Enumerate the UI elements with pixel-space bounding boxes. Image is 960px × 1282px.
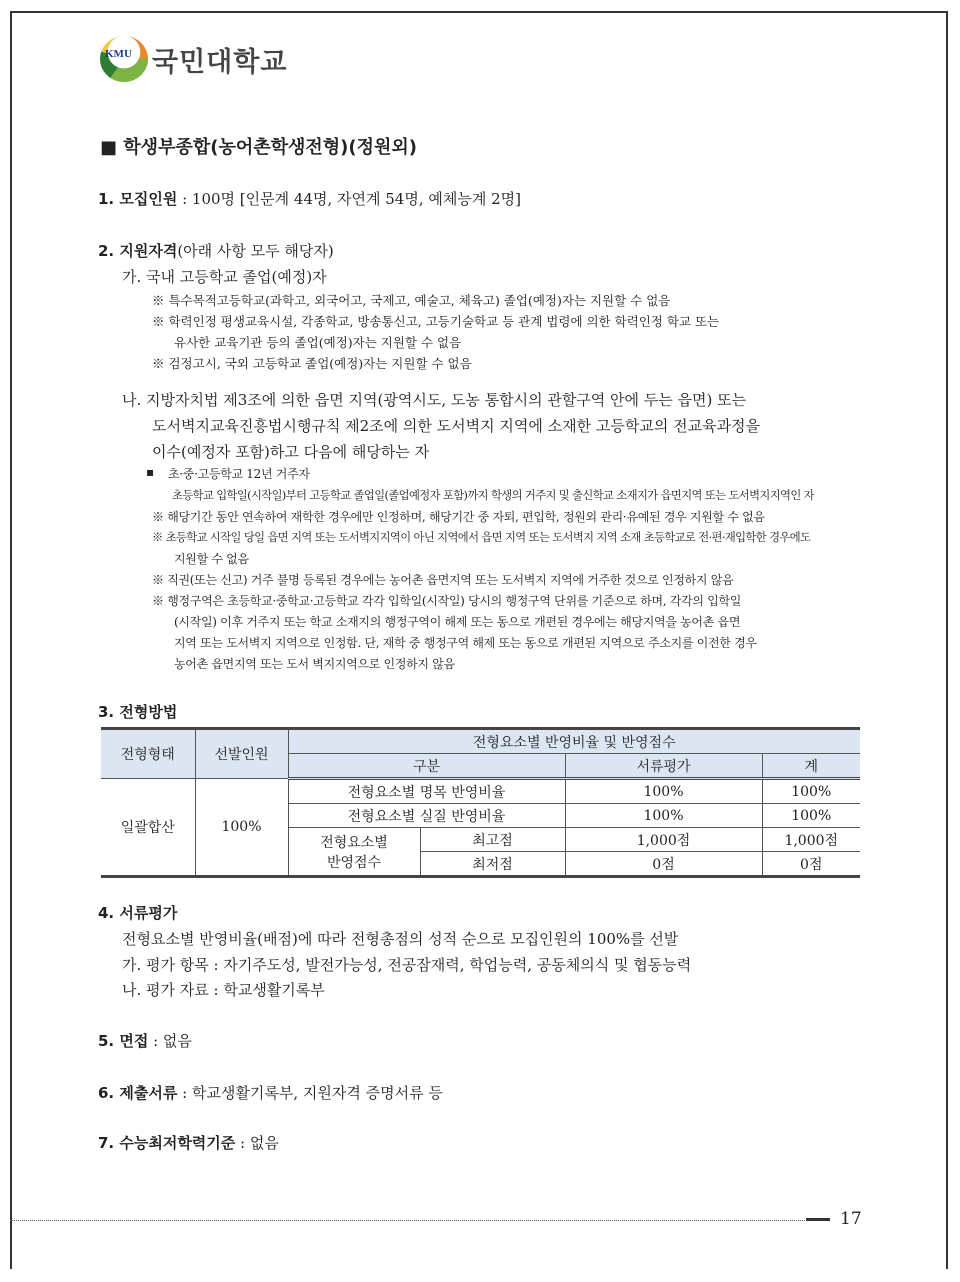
header-gubun: 구분 xyxy=(288,754,565,779)
eligibility-b: 도서벽지교육진흥법시행규칙 제2조에 의한 도서벽지 지역에 소재한 고등학교의 전교육과정을 xyxy=(152,417,761,435)
residency-desc: 초등학교 입학일(시작일)부터 고등학교 졸업일(졸업예정자 포함)까지 학생의 거주지 및 출신학교 소재지가 읍면지역 또는 도서벽지지역인 자 xyxy=(172,489,814,502)
score-label-line: 반영점수 xyxy=(326,854,382,871)
cell-label: 최저점 xyxy=(420,852,565,877)
doc-eval-line: 전형요소별 반영비율(배점)에 따라 전형총점의 성적 순으로 모집인원의 100%를 선발 xyxy=(122,930,679,948)
header-doc: 서류평가 xyxy=(565,754,762,779)
doc-eval-line: 나. 평가 자료 : 학교생활기록부 xyxy=(122,981,325,999)
note: 지원할 수 없음 xyxy=(174,552,249,566)
page-number-bar xyxy=(806,1218,830,1221)
section-method-heading: 3. 전형방법 xyxy=(98,703,178,721)
eligibility-b: 이수(예정자 포함)하고 다음에 해당하는 자 xyxy=(152,443,430,461)
note: ※ 검정고시, 국외 고등학교 졸업(예정)자는 지원할 수 없음 xyxy=(152,356,472,371)
note: ※ 특수목적고등학교(과학고, 외국어고, 국제고, 예술고, 체육고) 졸업(예정)자는 지원할 수 없음 xyxy=(152,293,671,308)
doc-eval-line: 가. 평가 항목 : 자기주도성, 발전가능성, 전공잠재력, 학업능력, 공동체의식 및 협동능력 xyxy=(122,956,692,974)
footer-divider xyxy=(10,1220,805,1221)
table-row xyxy=(101,779,860,804)
cell-total: 0점 xyxy=(762,852,860,877)
bullet-icon: ▪ xyxy=(146,465,154,479)
header-total: 계 xyxy=(762,754,860,779)
section-documents: 6. 제출서류 : 학교생활기록부, 지원자격 증명서류 등 xyxy=(98,1084,443,1102)
score-label-line: 전형요소별 xyxy=(320,834,388,851)
logo-text: 국민대학교 xyxy=(152,46,288,78)
cell-doc: 100% xyxy=(565,779,762,804)
residency-item: 초·중·고등학교 12년 거주자 xyxy=(168,467,310,481)
note: ※ 직권(또는 신고) 거주 불명 등록된 경우에는 농어촌 읍면지역 또는 도서벽지 지역에 거주한 것으로 인정하지 않음 xyxy=(152,573,734,587)
selection-method-table xyxy=(101,727,860,878)
note: 농어촌 읍면지역 또는 도서 벽지지역으로 인정하지 않음 xyxy=(174,657,455,671)
cell-type: 일괄합산 xyxy=(101,779,195,877)
note: (시작일) 이후 거주지 또는 학교 소재지의 행정구역이 해제 또는 동으로 개편된 경우에는 해당지역을 농어촌 읍면 xyxy=(174,615,741,629)
cell-label: 전형요소별 실질 반영비율 xyxy=(288,804,565,828)
cell-total: 100% xyxy=(762,779,860,804)
header-select: 선발인원 xyxy=(195,729,288,779)
note: ※ 해당기간 동안 연속하여 재학한 경우에만 인정하며, 해당기간 중 자퇴, 편입학, 정원외 관리·유예된 경우 지원할 수 없음 xyxy=(152,510,765,524)
cell-doc: 0점 xyxy=(565,852,762,877)
cell-select: 100% xyxy=(195,779,288,877)
header-group: 전형요소별 반영비율 및 반영점수 xyxy=(288,729,860,754)
note: ※ 초등학교 시작일 당일 읍면 지역 또는 도서벽지지역이 아닌 지역에서 읍면 지역 또는 도서벽지 지역 소재 초등학교로 전·편·재입학한 경우에도 xyxy=(152,531,811,544)
cell-doc: 100% xyxy=(565,804,762,828)
page-title: ■ 학생부종합(농어촌학생전형)(정원외) xyxy=(100,137,417,158)
cell-label: 전형요소별 명목 반영비율 xyxy=(288,779,565,804)
cell-doc: 1,000점 xyxy=(565,828,762,852)
cell-label: 최고점 xyxy=(420,828,565,852)
section-csat-minimum: 7. 수능최저학력기준 : 없음 xyxy=(98,1134,279,1152)
university-logo xyxy=(100,36,287,82)
note: ※ 행정구역은 초등학교·중학교·고등학교 각각 입학일(시작일) 당시의 행정구역 단위를 기준으로 하며, 각각의 입학일 xyxy=(152,594,742,608)
note: ※ 학력인정 평생교육시설, 각종학교, 방송통신고, 고등기술학교 등 관계 법령에 의한 학력인정 학교 또는 xyxy=(152,314,720,329)
section-doc-eval-heading: 4. 서류평가 xyxy=(98,904,178,922)
cell-score-label xyxy=(288,828,420,877)
kmu-emblem-icon: KMU xyxy=(100,36,148,82)
note: 지역 또는 도서벽지 지역으로 인정함. 단, 재학 중 행정구역 해제 또는 동으로 개편된 지역으로 주소지를 이전한 경우 xyxy=(174,636,757,650)
cell-total: 100% xyxy=(762,804,860,828)
eligibility-b: 나. 지방자치법 제3조에 의한 읍면 지역(광역시도, 도농 통합시의 관할구역 안에 두는 읍면) 또는 xyxy=(122,391,747,409)
section-interview: 5. 면접 : 없음 xyxy=(98,1032,192,1050)
page-number: 17 xyxy=(840,1209,862,1229)
section-eligibility-heading: 2. 지원자격(아래 사항 모두 해당자) xyxy=(98,242,334,260)
eligibility-a: 가. 국내 고등학교 졸업(예정)자 xyxy=(122,268,327,286)
section-recruitment: 1. 모집인원 : 100명 [인문계 44명, 자연계 54명, 예체능계 2명] xyxy=(98,190,521,208)
header-type: 전형형태 xyxy=(101,729,195,779)
cell-total: 1,000점 xyxy=(762,828,860,852)
note: 유사한 교육기관 등의 졸업(예정)자는 지원할 수 없음 xyxy=(174,335,462,350)
